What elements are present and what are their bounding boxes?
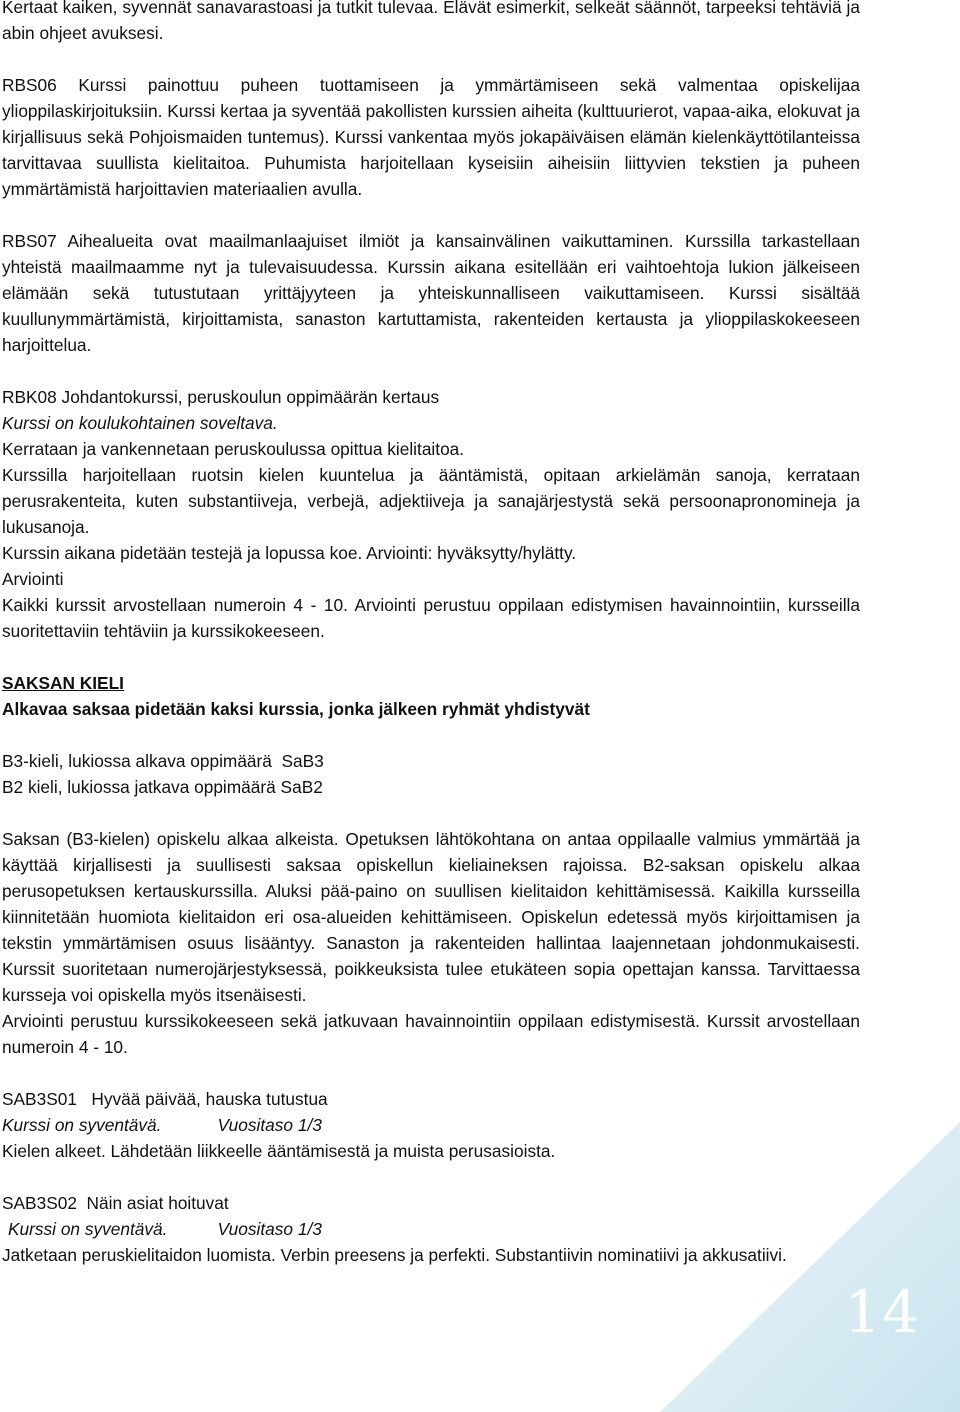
sab3s01-section (2, 1086, 860, 1164)
saksa-heading: SAKSAN KIELI (2, 673, 124, 693)
sab3s02-meta (2, 1216, 860, 1242)
sab3s01-type: Kurssi on syventävä. (2, 1115, 162, 1135)
sab3s02-level: Vuositaso 1/3 (217, 1219, 322, 1239)
saksa-b3: B3-kieli, lukiossa alkava oppimäärä SaB3 (2, 751, 324, 771)
sab3s01-text: Kielen alkeet. Lähdetään liikkeelle ääntämisestä ja muista perusasioista. (2, 1141, 556, 1161)
sab3s02-type: Kurssi on syventävä. (8, 1219, 168, 1239)
rbk08-assessment: Kaikki kurssit arvostellaan numeroin 4 - 10. Arviointi perustuu oppilaan edistymisen havainnointiin, kursseilla suoritettaviin tehtäviin ja kurssikokeeseen. (2, 595, 860, 641)
document-body (2, 0, 860, 1268)
saksa-b2: B2 kieli, lukiossa jatkava oppimäärä SaB2 (2, 777, 323, 797)
rbs07-paragraph: RBS07 Aihealueita ovat maailmanlaajuiset ilmiöt ja kansainvälinen vaikuttaminen. Kurssilla tarkastellaan yhteistä maailmaamme nyt ja tulevaisuudessa. Kurssin aikana esitellään eri vaihtoehtoja lukion jälkeiseen elämään sekä tutustutaan yrittäjyyteen ja yhteiskunnalliseen vaikuttamiseen. Kurssi sisältää kuullunymmärtämistä, kirjoittamista, sanaston kartuttamista, rakenteiden kertausta ja ylioppilaskokeeseen harjoittelua. (2, 231, 860, 355)
rbk08-type: Kurssi on koulukohtainen soveltava. (2, 413, 278, 433)
sab3s02-section (2, 1190, 860, 1268)
sab3s01-meta (2, 1112, 860, 1138)
page-number: 14 (844, 1278, 920, 1346)
rbk08-line1: Kerrataan ja vankennetaan peruskoulussa opittua kielitaitoa. (2, 439, 465, 459)
saksa-subheading: Alkavaa saksaa pidetään kaksi kurssia, jonka jälkeen ryhmät yhdistyvät (2, 699, 590, 719)
rbk08-title: RBK08 Johdantokurssi, peruskoulun oppimäärän kertaus (2, 387, 440, 407)
saksa-section (2, 670, 860, 1060)
intro-paragraph: Kertaat kaiken, syvennät sanavarastoasi ja tutkit tulevaa. Elävät esimerkit, selkeät säännöt, tarpeeksi tehtäviä ja abin ohjeet avuksesi. (2, 0, 860, 43)
sab3s01-level: Vuositaso 1/3 (217, 1115, 322, 1135)
rbk08-assessment-heading: Arviointi (2, 569, 64, 589)
sab3s02-text: Jatketaan peruskielitaidon luomista. Verbin preesens ja perfekti. Substantiivin nominatiivi ja akkusatiivi. (2, 1245, 787, 1265)
sab3s01-title: SAB3S01 Hyvää päivää, hauska tutustua (2, 1089, 328, 1109)
sab3s02-title: SAB3S02 Näin asiat hoituvat (2, 1193, 229, 1213)
rbk08-line3: Kurssin aikana pidetään testejä ja lopussa koe. Arviointi: hyväksytty/hylätty. (2, 543, 577, 563)
rbk08-line2: Kurssilla harjoitellaan ruotsin kielen kuuntelua ja ääntämistä, opitaan arkielämän sanoja, kerrataan perusrakenteita, kuten substantiiveja, verbejä, adjektiiveja ja sanajärjestystä sekä persoonapronomineja ja lukusanoja. (2, 465, 860, 537)
rbk08-section (2, 384, 860, 644)
rbs06-paragraph: RBS06 Kurssi painottuu puheen tuottamiseen ja ymmärtämiseen sekä valmentaa opiskelijaa ylioppilaskirjoituksiin. Kurssi kertaa ja syventää pakollisten kurssien aiheita (kulttuurierot, vapaa-aika, elokuvat ja kirjallisuus sekä Pohjoismaiden tuntemus). Kurssi vankentaa myös jokapäiväisen elämän kielenkäyttötilanteissa tarvittavaa suullista kielitaitoa. Puhumista harjoitellaan kyseisiin aiheisiin liittyvien tekstien ja puheen ymmärtämistä harjoittavien materiaalien avulla. (2, 75, 860, 199)
saksa-description: Saksan (B3-kielen) opiskelu alkaa alkeista. Opetuksen lähtökohtana on antaa oppilaalle valmius ymmärtää ja käyttää kirjallisesti ja suullisesti saksaa opiskellun kieliaineksen rajoissa. B2-saksan opiskelu alkaa perusopetuksen kertauskurssilla. Aluksi pää-paino on suullisen kielitaidon kehittämisessä. Kaikilla kursseilla kiinnitetään huomiota kielitaidon eri osa-alueiden kehittämiseen. Opiskelun edetessä myös kirjoittamisen ja tekstin ymmärtämisen osuus lisääntyy. Sanaston ja rakenteiden hallintaa laajennetaan johdonmukaisesti. Kurssit suoritetaan numerojärjestyksessä, poikkeuksista tulee etukäteen sopia opettajan kanssa. Tarvittaessa kursseja voi opiskella myös itsenäisesti. (2, 829, 860, 1005)
saksa-assessment: Arviointi perustuu kurssikokeeseen sekä jatkuvaan havainnointiin oppilaan edistymisestä. Kurssit arvostellaan numeroin 4 - 10. (2, 1011, 860, 1057)
